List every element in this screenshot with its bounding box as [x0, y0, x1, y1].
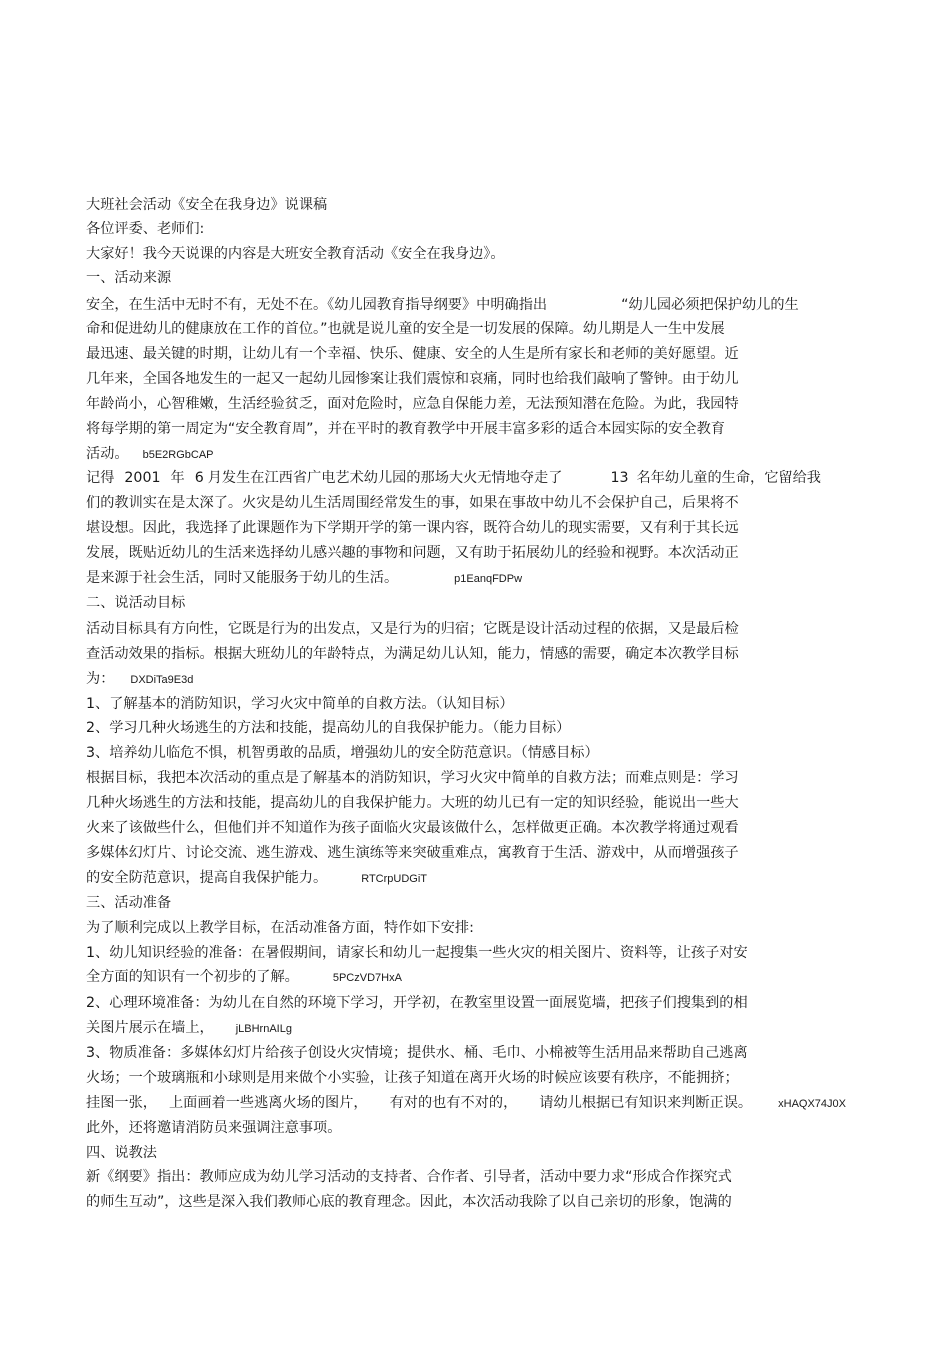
- s3-item3-part-d: 请幼儿根据已有知识来判断正误。: [539, 1095, 753, 1111]
- doc-title: 大班社会活动《安全在我身边》说课稿: [86, 197, 328, 213]
- s1-p2-line-5: [86, 568, 522, 588]
- s2-p2-line-5-text: 的安全防范意识，提高自我保护能力。: [86, 870, 328, 886]
- goal-3: 3、培养幼儿临危不惧，机智勇敢的品质，增强幼儿的安全防范意识。（情感目标）: [86, 745, 599, 761]
- s1-p2-count: 13: [610, 470, 629, 486]
- s3-item2-line-2: [86, 1018, 292, 1038]
- s3-item1-line-2: [86, 967, 402, 987]
- s1-p2-line-1: [86, 468, 821, 488]
- s3-item1-line-2-text: 全方面的知识有一个初步的了解。: [86, 969, 299, 985]
- s1-p2-text-b: 年: [170, 470, 185, 486]
- s1-p1-line-1: [86, 295, 799, 315]
- intro-line: 大家好！我今天说课的内容是大班安全教育活动《安全在我身边》。: [86, 246, 505, 262]
- s3-item3-part-c: 有对的也有不对的，: [389, 1095, 518, 1111]
- doc-code: 5PCzVD7HxA: [332, 972, 402, 984]
- doc-code: DXDiTa9E3d: [130, 674, 194, 686]
- s3-item1-line-1: 1、幼儿知识经验的准备：在暑假期间，请家长和幼儿一起搜集一些火灾的相关图片、资料等，让孩子对安: [86, 945, 748, 961]
- s1-p1-line-4: 几年来，全国各地发生的一起又一起幼儿园惨案让我们震惊和哀痛，同时也给我们敲响了警钟。由于幼儿: [86, 371, 739, 387]
- greeting: 各位评委、老师们:: [86, 221, 205, 237]
- s3-item3-part-b: 上面画着一些逃离火场的图片，: [168, 1095, 368, 1111]
- s1-p2-text-a: 记得: [86, 470, 115, 486]
- s2-p2-line-1: 根据目标，我把本次活动的重点是了解基本的消防知识，学习火灾中简单的自救方法；而难点则是：学习: [86, 770, 739, 786]
- s3-item3-line-2: 火场；一个玻璃瓶和小球则是用来做个小实验，让孩子知道在离开火场的时候应该要有秩序，不能拥挤；: [86, 1070, 739, 1086]
- s1-p1-line-7: [86, 444, 214, 464]
- s1-p1-line-2: 命和促进幼儿的健康放在工作的首位。”也就是说儿童的安全是一切发展的保障。幼儿期是人一生中发展: [86, 321, 725, 337]
- s1-p2-line-5-text: 是来源于社会生活，同时又能服务于幼儿的生活。: [86, 570, 399, 586]
- section-3-heading: 三、活动准备: [86, 895, 172, 911]
- s1-p1-line-1-text: 安全，在生活中无时不有，无处不在。《幼儿园教育指导纲要》中明确指出: [86, 297, 548, 313]
- s1-p2-line-4: 发展，既贴近幼儿的生活来选择幼儿感兴趣的事物和问题，又有助于拓展幼儿的经验和视野。本次活动正: [86, 545, 739, 561]
- s3-item3-line-1: 3、物质准备：多媒体幻灯片给孩子创设火灾情境；提供水、桶、毛巾、小棉被等生活用品来帮助自己逃离: [86, 1045, 748, 1061]
- s1-p1-line-3: 最迅速、最关键的时期，让幼儿有一个幸福、快乐、健康、安全的人生是所有家长和老师的美好愿望。近: [86, 346, 739, 362]
- section-4-heading: 四、说教法: [86, 1145, 157, 1161]
- goal-2: 2、学习几种火场逃生的方法和技能，提高幼儿的自我保护能力。（能力目标）: [86, 720, 571, 736]
- s2-p1-line-3: [86, 669, 193, 689]
- s1-p2-month: 6: [194, 470, 204, 486]
- s4-p1-line-1: 新《纲要》指出：教师应成为幼儿学习活动的支持者、合作者、引导者，活动中要力求“形成合作探究式: [86, 1169, 732, 1185]
- s2-p2-line-2: 几种火场逃生的方法和技能，提高幼儿的自我保护能力。大班的幼儿已有一定的知识经验，能说出一些大: [86, 795, 739, 811]
- s2-p2-line-5: [86, 868, 427, 888]
- s2-p1-line-1: 活动目标具有方向性，它既是行为的出发点，又是行为的归宿；它既是设计活动过程的依据，又是最后检: [86, 621, 739, 637]
- s3-item3-part-a: 挂图一张，: [86, 1095, 157, 1111]
- section-2-heading: 二、说活动目标: [86, 595, 186, 611]
- s1-p1-line-5: 年龄尚小，心智稚嫩，生活经验贫乏，面对危险时，应急自保能力差，无法预知潜在危险。为此，我园特: [86, 396, 739, 412]
- s3-item3-line-3: [86, 1093, 846, 1113]
- s2-p2-line-3: 火来了该做些什么，但他们并不知道作为孩子面临火灾最该做什么，怎样做更正确。本次教学将通过观看: [86, 820, 739, 836]
- s1-p2-year: 2001: [124, 470, 161, 486]
- s3-item2-line-2-text: 关图片展示在墙上，: [86, 1020, 214, 1036]
- section-1-heading: 一、活动来源: [86, 270, 172, 286]
- doc-code: RTCrpUDGiT: [361, 873, 427, 885]
- s3-intro: 为了顺利完成以上教学目标，在活动准备方面，特作如下安排:: [86, 920, 474, 936]
- s4-p1-line-2: 的师生互动”，这些是深入我们教师心底的教育理念。因此，本次活动我除了以自己亲切的形象，饱满的: [86, 1194, 732, 1210]
- s3-item2-line-1: 2、心理环境准备：为幼儿在自然的环境下学习，开学初，在教室里设置一面展览墙，把孩子们搜集到的相: [86, 995, 748, 1011]
- doc-code: xHAQX74J0X: [778, 1098, 846, 1110]
- s1-p2-line-2: 们的教训实在是太深了。火灾是幼儿生活周围经常发生的事，如果在事故中幼儿不会保护自己，后果将不: [86, 495, 739, 511]
- doc-code: jLBHrnAILg: [235, 1023, 292, 1035]
- s2-p2-line-4: 多媒体幻灯片、讨论交流、逃生游戏、逃生演练等来突破重难点，寓教育于生活、游戏中，从而增强孩子: [86, 845, 739, 861]
- s1-p1-line-6: 将每学期的第一周定为“安全教育周”，并在平时的教育教学中开展丰富多彩的适合本园实际的安全教育: [86, 421, 725, 437]
- s1-p2-text-d: 名年幼儿童的生命，它留给我: [636, 470, 821, 486]
- s2-p1-line-2: 查活动效果的指标。根据大班幼儿的年龄特点，为满足幼儿认知，能力，情感的需要，确定本次教学目标: [86, 646, 739, 662]
- s2-p1-line-3-text: 为：: [86, 671, 115, 687]
- s1-p1-line-1-quote: “幼儿园必须把保护幼儿的生: [621, 297, 799, 313]
- s1-p2-text-c: 月发生在江西省广电艺术幼儿园的那场大火无情地夺走了: [207, 470, 563, 486]
- s1-p2-line-3: 堪设想。因此，我选择了此课题作为下学期开学的第一课内容，既符合幼儿的现实需要，又有利于其长远: [86, 520, 739, 536]
- s1-p1-line-7-text: 活动。: [86, 446, 129, 462]
- goal-1: 1、了解基本的消防知识，学习火灾中简单的自救方法。（认知目标）: [86, 696, 514, 712]
- s3-note: 此外，还将邀请消防员来强调注意事项。: [86, 1120, 342, 1136]
- doc-code: p1EanqFDPw: [454, 573, 523, 585]
- doc-code: b5E2RGbCAP: [142, 449, 214, 461]
